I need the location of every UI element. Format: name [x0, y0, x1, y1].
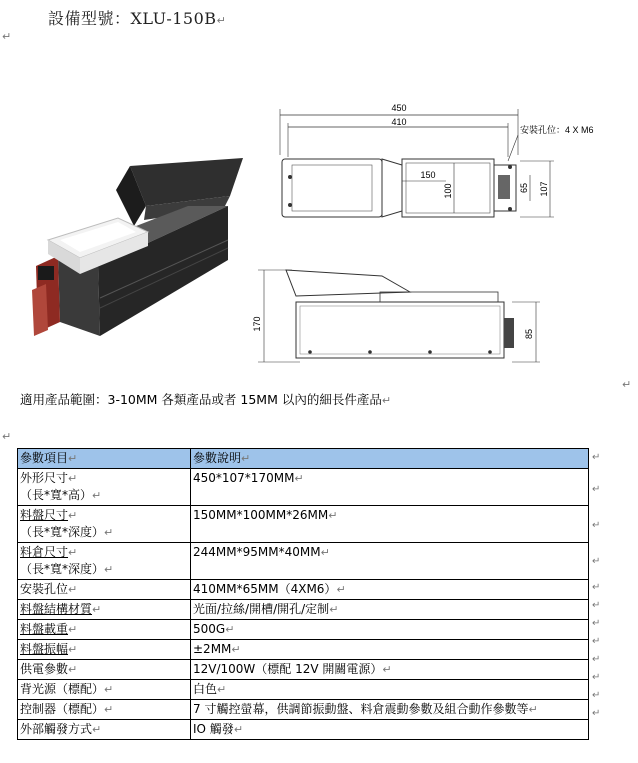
value-cell: [191, 543, 589, 580]
connector: [504, 318, 514, 348]
paragraph-mark: ↵: [2, 30, 12, 43]
paragraph-mark: ↵: [329, 603, 339, 616]
dim-65-label: 65: [519, 182, 529, 194]
paragraph-mark: ↵: [622, 378, 632, 391]
value-cell: [191, 680, 589, 700]
table-row: [18, 720, 589, 740]
paragraph-mark: ↵: [528, 703, 538, 716]
param-label: 料盤載重: [20, 622, 69, 636]
row-end-mark: ↵: [592, 690, 601, 701]
paragraph-mark: ↵: [294, 472, 304, 485]
paragraph-mark: ↵: [231, 643, 241, 656]
param-value: ±2MM: [193, 642, 232, 656]
param-label: 安裝孔位: [20, 582, 69, 596]
paragraph-mark: ↵: [92, 489, 102, 502]
table-header-row: [18, 449, 589, 469]
paragraph-mark: ↵: [382, 663, 392, 676]
table-row: [18, 700, 589, 720]
paragraph-mark: ↵: [104, 526, 114, 539]
row-end-mark: ↵: [592, 636, 601, 647]
table-row: [18, 469, 589, 506]
value-cell: [191, 600, 589, 620]
paragraph-mark: ↵: [320, 546, 330, 559]
row-end-mark: ↵: [592, 654, 601, 665]
param-cell: [18, 660, 191, 680]
param-cell: [18, 506, 191, 543]
dim-450-label: 450: [391, 103, 407, 113]
param-value: 光面/拉絲/開槽/開孔/定制: [193, 602, 330, 616]
row-end-mark: ↵: [592, 708, 601, 719]
param-value: 450*107*170MM: [193, 471, 295, 485]
header-label: 參數說明: [193, 451, 242, 465]
header-label: 參數項目: [20, 451, 69, 465]
paragraph-mark: ↵: [381, 394, 392, 407]
paragraph-mark: ↵: [68, 509, 78, 522]
paragraph-mark: ↵: [233, 723, 244, 736]
param-value: 7 寸觸控螢幕，供調節振動盤、料倉震動參數及組合動作參數等: [193, 702, 529, 716]
table-row: [18, 580, 589, 600]
tray-outline: [380, 292, 498, 302]
value-cell: [191, 640, 589, 660]
product-photo: [18, 148, 246, 338]
row-end-mark: ↵: [592, 556, 601, 567]
param-label: 料盤振幅: [20, 642, 69, 656]
row-end-mark: ↵: [592, 600, 601, 611]
param-label: 外部觸發方式: [20, 722, 93, 736]
paragraph-mark: ↵: [68, 472, 78, 485]
table-header-cell: [18, 449, 191, 469]
param-label: 料倉尺寸: [20, 545, 69, 559]
paragraph-mark: ↵: [68, 583, 78, 596]
end-plate: [32, 284, 48, 336]
paragraph-mark: ↵: [68, 546, 78, 559]
table-row: [18, 600, 589, 620]
table-row: [18, 680, 589, 700]
param-label: 料盤尺寸: [20, 508, 69, 522]
param-value: 410MM*65MM（4XM6）: [193, 582, 337, 596]
dim-150-label: 150: [420, 170, 436, 180]
param-label: 外形尺寸: [20, 471, 69, 485]
param-cell: [18, 469, 191, 506]
paragraph-mark: ↵: [216, 14, 227, 27]
table-row: [18, 506, 589, 543]
value-cell: [191, 580, 589, 600]
base-outline: [282, 159, 382, 217]
value-cell: [191, 660, 589, 680]
paragraph-mark: ↵: [68, 663, 78, 676]
dim-85-label: 85: [524, 328, 534, 340]
mount-hole-label: 安裝孔位：4 X M6: [520, 125, 594, 135]
paragraph-mark: ↵: [217, 683, 227, 696]
row-end-mark: ↵: [592, 582, 601, 593]
dim-410-label: 410: [391, 117, 407, 127]
param-value: 12V/100W（標配 12V 開關電源）: [193, 662, 383, 676]
param-cell: [18, 640, 191, 660]
scope-text-content: 適用產品範圍：3-10MM 各類產品或者 15MM 以內的細長件產品: [20, 392, 382, 407]
dim-170-label: 170: [252, 316, 262, 332]
param-sublabel: （長*寬*深度）: [20, 562, 105, 576]
paragraph-mark: ↵: [336, 583, 346, 596]
param-value: 白色: [193, 682, 218, 696]
param-cell: [18, 720, 191, 740]
value-cell: [191, 720, 589, 740]
paragraph-mark: ↵: [241, 452, 251, 465]
paragraph-mark: ↵: [328, 509, 338, 522]
param-value: IO 觸發: [193, 722, 234, 736]
dim-107-label: 107: [539, 181, 549, 197]
value-cell: [191, 469, 589, 506]
connector: [38, 266, 54, 280]
table-row: [18, 660, 589, 680]
paragraph-mark: ↵: [68, 452, 78, 465]
value-cell: [191, 620, 589, 640]
param-cell: [18, 543, 191, 580]
paragraph-mark: ↵: [92, 603, 102, 616]
param-sublabel: （長*寬*高）: [20, 488, 93, 502]
paragraph-mark: ↵: [68, 643, 78, 656]
param-cell: [18, 620, 191, 640]
row-end-mark: ↵: [592, 484, 601, 495]
title-text: 設備型號：XLU-150B: [48, 9, 217, 28]
dim-100-label: 100: [443, 183, 453, 199]
paragraph-mark: ↵: [92, 723, 102, 736]
value-cell: [191, 506, 589, 543]
param-cell: [18, 700, 191, 720]
table-row: [18, 620, 589, 640]
paragraph-mark: ↵: [104, 563, 114, 576]
param-cell: [18, 680, 191, 700]
row-end-mark: ↵: [592, 452, 601, 463]
paragraph-mark: ↵: [68, 623, 78, 636]
row-end-mark: ↵: [592, 672, 601, 683]
row-end-mark: ↵: [592, 618, 601, 629]
param-sublabel: （長*寬*深度）: [20, 525, 105, 539]
param-label: 控制器（標配）: [20, 702, 105, 716]
param-cell: [18, 600, 191, 620]
param-value: 150MM*100MM*26MM: [193, 508, 329, 522]
base-outline: [296, 302, 504, 358]
document-title: [48, 6, 226, 29]
paragraph-mark: ↵: [104, 683, 114, 696]
row-end-mark: ↵: [592, 520, 601, 531]
table-row: [18, 543, 589, 580]
param-label: 背光源（標配）: [20, 682, 105, 696]
table-header-cell: [191, 449, 589, 469]
side-view-drawing: [250, 262, 550, 380]
param-value: 244MM*95MM*40MM: [193, 545, 321, 559]
paragraph-mark: ↵: [104, 703, 114, 716]
table-row: [18, 640, 589, 660]
scope-text: [20, 390, 391, 408]
spec-table: [17, 448, 589, 740]
paragraph-mark: ↵: [2, 430, 12, 443]
param-label: 供電參數: [20, 662, 69, 676]
param-value: 500G: [193, 622, 226, 636]
value-cell: [191, 700, 589, 720]
top-view-drawing: [268, 95, 594, 235]
paragraph-mark: ↵: [225, 623, 235, 636]
param-label: 料盤結構材質: [20, 602, 93, 616]
param-cell: [18, 580, 191, 600]
